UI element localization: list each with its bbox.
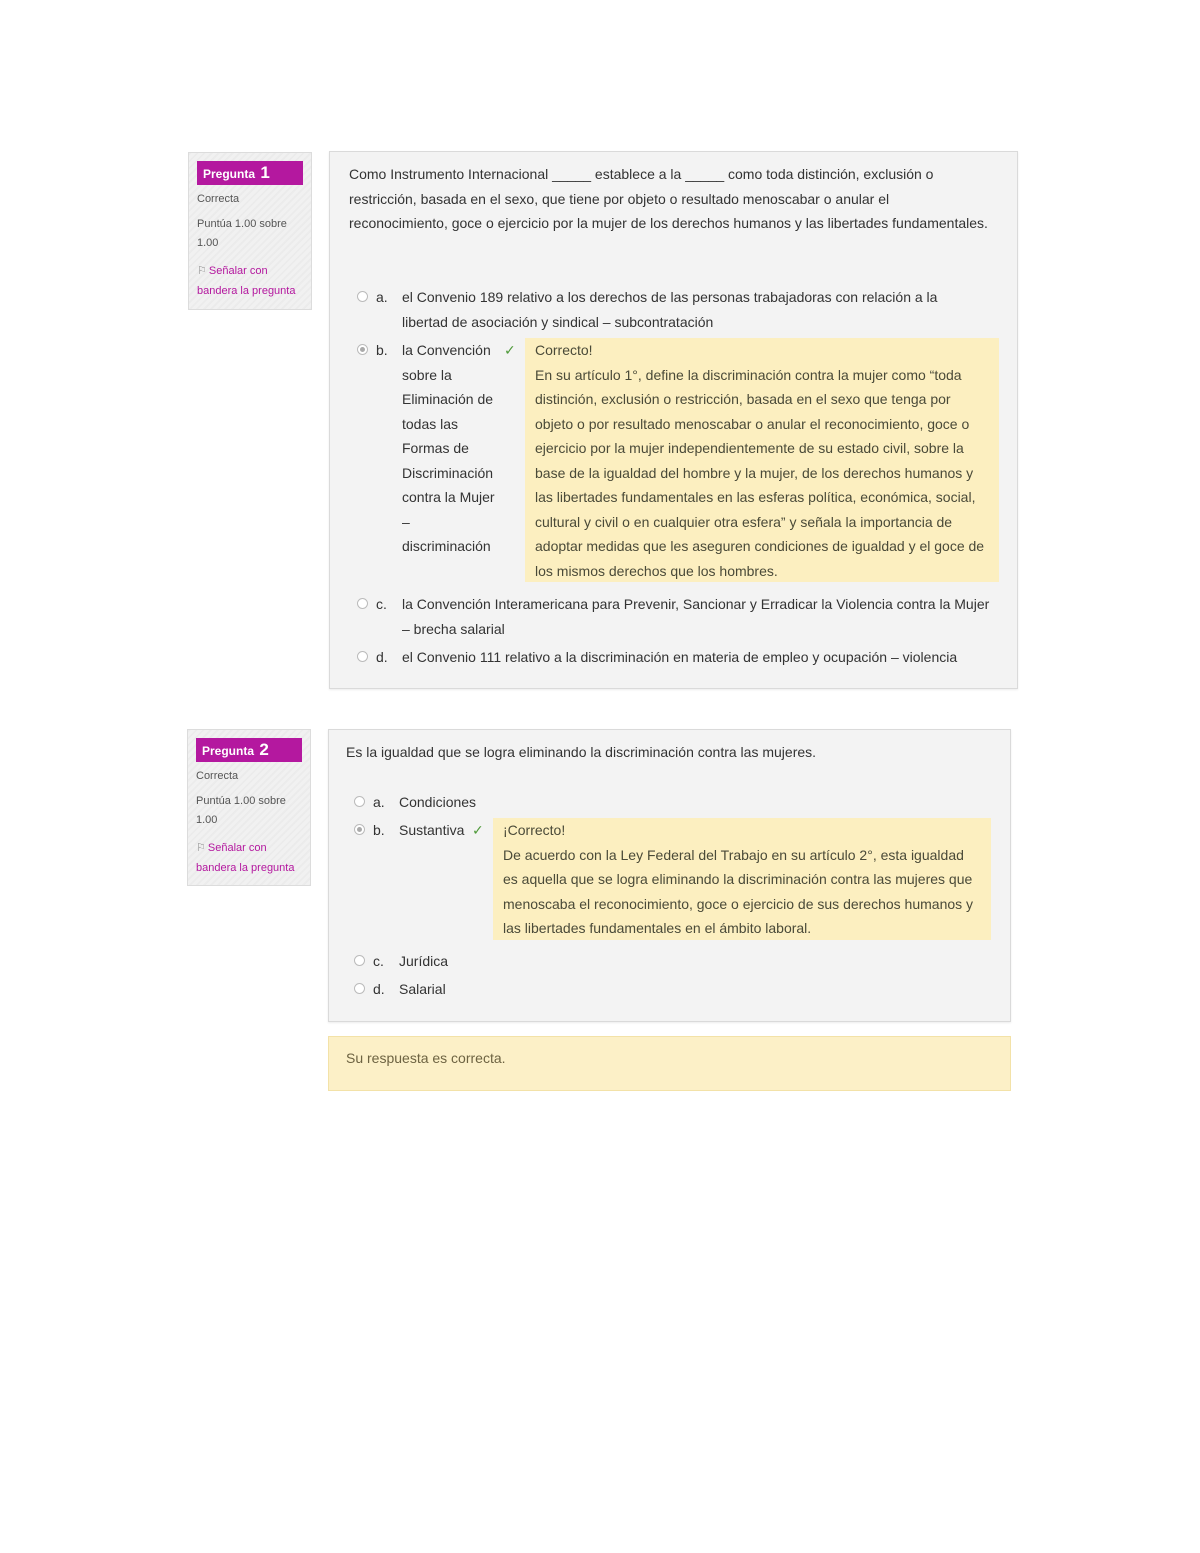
question-grade: Puntúa 1.00 sobre 1.00 [197, 218, 287, 249]
question-state: Correcta [197, 193, 240, 205]
answer-letter-a: a. [376, 289, 388, 305]
question-info-1 [188, 152, 312, 310]
flag-question-link[interactable] [196, 838, 302, 878]
question-state: Correcta [196, 770, 239, 782]
feedback-text: En su artículo 1°, define la discriminación contra la mujer como “toda distinción, exclusión o restricción, basada en el sexo que tenga por objeto o por resultado menoscabar o anular el reconocimiento, goce o ejercicio por la mujer independientemente de su estado civil, sobre la base de la igualdad del hombre y la mujer, de los derechos humanos y las libertades fundamentales en las esferas política, económica, social, cultural y civil o en cualquier otra esfera” y señala la importancia de adoptar medidas que les aseguren condiciones de igualdad y el goce de los mismos derechos que los hombres. [535, 366, 985, 579]
question-content-1 [329, 151, 1018, 689]
feedback-title: ¡Correcto! [503, 822, 566, 838]
answer-text-d[interactable]: el Convenio 111 relativo a la discriminación en materia de empleo y ocupación – violencia [402, 649, 958, 665]
answer-radio-d[interactable] [354, 983, 365, 994]
answer-radio-b[interactable] [357, 344, 368, 355]
answer-text-c[interactable]: la Convención Interamericana para Prevenir, Sancionar y Erradicar la Violencia contra la Mujer – brecha salarial [402, 596, 990, 637]
question-text: Como Instrumento Internacional _____ establece a la _____ como toda distinción, exclusión o restricción, basada en el sexo, que tiene por objeto o resultado menoscabar o anular el reconocimiento, goce o ejercicio por la mujer de los derechos humanos y las libertades fundamentales. [349, 166, 988, 231]
answer-text-b[interactable]: Sustantiva [399, 822, 465, 838]
question-number-badge [196, 738, 302, 762]
question-info-2 [187, 729, 311, 886]
answer-letter-c: c. [376, 596, 387, 612]
question-number-badge [197, 161, 303, 185]
answer-text-a[interactable]: el Convenio 189 relativo a los derechos de las personas trabajadoras con relación a la libertad de asociación y sindical – subcontratación [402, 289, 938, 330]
check-icon: ✓ [472, 822, 484, 838]
flag-question-link[interactable] [197, 261, 303, 301]
answer-radio-c[interactable] [354, 955, 365, 966]
answer-letter-b: b. [373, 822, 385, 838]
question-number: 1 [260, 163, 270, 182]
answer-letter-d: d. [373, 981, 385, 997]
question-label: Pregunta [203, 167, 256, 181]
answer-text-b[interactable]: la Convención sobre la Eliminación de todas las Formas de Discriminación contra la Mujer – discriminación [402, 342, 495, 554]
answer-radio-a[interactable] [354, 796, 365, 807]
feedback-title: Correcto! [535, 342, 593, 358]
answer-radio-c[interactable] [357, 598, 368, 609]
answer-letter-d: d. [376, 649, 388, 665]
question-content-2 [328, 729, 1011, 1022]
answer-text-a[interactable]: Condiciones [399, 794, 477, 810]
flag-question-label: Señalar con bandera la pregunta [196, 842, 295, 874]
answer-text-c[interactable]: Jurídica [399, 953, 449, 969]
question-grade: Puntúa 1.00 sobre 1.00 [196, 795, 286, 826]
answer-feedback [493, 818, 991, 940]
question-number: 2 [259, 740, 269, 759]
answer-radio-b[interactable] [354, 824, 365, 835]
flag-icon: ⚐ [197, 265, 207, 277]
answer-letter-a: a. [373, 794, 385, 810]
feedback-text: De acuerdo con la Ley Federal del Trabajo en su artículo 2°, esta igualdad es aquella que se logra eliminando la discriminación contra las mujeres que menoscaba el reconocimiento, goce o ejercicio de sus derechos humanos y las libertades fundamentales en el ámbito laboral. [503, 846, 974, 936]
answer-feedback [525, 338, 999, 582]
flag-icon: ⚐ [196, 842, 206, 854]
flag-question-label: Señalar con bandera la pregunta [197, 265, 296, 297]
answer-text-d[interactable]: Salarial [399, 981, 446, 997]
general-feedback: Su respuesta es correcta. [328, 1036, 1011, 1091]
answer-radio-d[interactable] [357, 651, 368, 662]
question-label: Pregunta [202, 744, 255, 758]
question-text: Es la igualdad que se logra eliminando la discriminación contra las mujeres. [346, 744, 817, 760]
check-icon: ✓ [504, 342, 516, 358]
answer-radio-a[interactable] [357, 291, 368, 302]
answer-letter-b: b. [376, 342, 388, 358]
answer-letter-c: c. [373, 953, 384, 969]
